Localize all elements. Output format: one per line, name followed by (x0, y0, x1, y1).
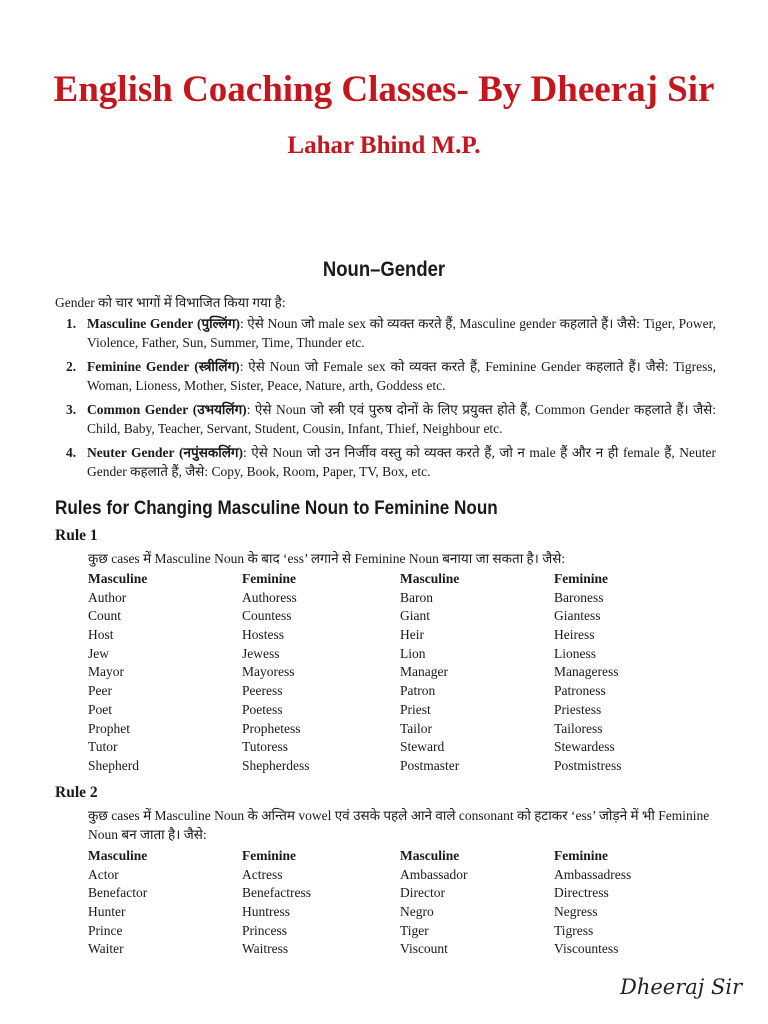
page-subtitle: Lahar Bhind M.P. (287, 132, 481, 159)
masculine-word: Host (88, 627, 114, 643)
gender-term: Neuter Gender (87, 445, 175, 460)
signature: Dheeraj Sir (620, 975, 743, 999)
gender-item-masculine (66, 314, 716, 352)
feminine-word: Directress (554, 885, 609, 901)
masculine-word: Heir (400, 627, 424, 643)
list-number: 4. (66, 445, 77, 460)
feminine-word: Mayoress (242, 664, 295, 680)
page-title: English Coaching Classes- By Dheeraj Sir (53, 69, 715, 110)
gender-description: : ऐसे Noun जो male sex को व्यक्त करते हैं, Masculine gender कहलाते हैं। जैसे: Tiger, Power, Violence, Father, Sun, Summer, Time, Thunder etc. (87, 316, 716, 350)
column-header: Masculine (88, 571, 148, 586)
table-row (88, 867, 704, 886)
gender-hindi: (उभयलिंग) (192, 402, 247, 417)
table-row (88, 885, 704, 904)
feminine-word: Hostess (242, 627, 285, 643)
rule-1-table (88, 571, 704, 777)
masculine-word: Mayor (88, 664, 124, 680)
masculine-word: Baron (400, 589, 433, 605)
column-header: Feminine (554, 571, 608, 586)
feminine-word: Viscountess (554, 941, 619, 957)
masculine-word: Actor (88, 866, 119, 882)
masculine-word: Ambassador (400, 866, 468, 882)
feminine-word: Heiress (554, 627, 595, 643)
list-number: 1. (66, 316, 77, 331)
table-row (88, 590, 704, 609)
masculine-word: Count (88, 608, 122, 624)
feminine-word: Giantess (554, 608, 601, 624)
gender-description: : ऐसे Noun जो Female sex को व्यक्त करते हैं, Feminine Gender कहलाते हैं। जैसे: Tigress, Woman, Lioness, Mother, Sister, Peace, Nature, arth, Goddess etc. (87, 359, 717, 393)
rule-1-description: कुछ cases में Masculine Noun के बाद ‘ess’ लगाने से Feminine Noun बनाया जा सकता है। जैसे: (88, 551, 566, 566)
masculine-word: Peer (88, 683, 112, 699)
gender-description: : ऐसे Noun जो स्त्री एवं पुरुष दोनों के लिए प्रयुक्त होते हैं, Common Gender कहलाते हैं। जैसे: Child, Baby, Teacher, Servant, Student, Cousin, Infant, Thief, Neighbour etc. (87, 402, 716, 436)
column-header: Masculine (400, 571, 460, 586)
gender-hindi: (नपुंसकलिंग) (179, 445, 243, 460)
gender-hindi: (स्त्रीलिंग) (194, 359, 240, 374)
masculine-word: Prophet (88, 720, 130, 736)
table-row (88, 941, 704, 960)
feminine-word: Tutoress (242, 739, 289, 755)
feminine-word: Manageress (554, 664, 619, 680)
column-header: Feminine (242, 848, 296, 863)
intro-text: Gender को चार भागों में विभाजित किया गया है: (55, 295, 286, 310)
gender-term: Common Gender (87, 402, 189, 417)
feminine-word: Prophetess (242, 720, 301, 736)
table-row (88, 608, 704, 627)
masculine-word: Benefactor (88, 885, 148, 901)
feminine-word: Jewess (242, 645, 280, 661)
column-header: Masculine (88, 848, 148, 863)
masculine-word: Manager (400, 664, 448, 680)
feminine-word: Patroness (554, 683, 606, 699)
feminine-word: Princess (242, 922, 287, 938)
gender-item-feminine (66, 357, 716, 395)
feminine-word: Countess (242, 608, 292, 624)
masculine-word: Prince (88, 922, 123, 938)
rule-2-description: कुछ cases में Masculine Noun के अन्तिम vowel एवं उसके पहले आने वाले consonant को हटाकर ‘ess’ जोड़ने में भी Feminine Noun बन जाता है। जैसे: (88, 808, 710, 842)
masculine-word: Tiger (400, 922, 429, 938)
feminine-word: Baroness (554, 589, 604, 605)
gender-description: : ऐसे Noun जो उन निर्जीव वस्तु को व्यक्त करते हैं, जो न male हैं और न ही female हैं, Neuter Gender कहलाते हैं, जैसे: Copy, Book, Room, Paper, TV, Box, etc. (87, 445, 716, 479)
feminine-word: Lioness (554, 645, 596, 661)
feminine-word: Priestess (554, 701, 602, 717)
table-header-row (88, 848, 704, 867)
masculine-word: Giant (400, 608, 430, 624)
table-row (88, 702, 704, 721)
masculine-word: Jew (88, 645, 109, 661)
list-number: 3. (66, 402, 77, 417)
column-header: Feminine (242, 571, 296, 586)
masculine-word: Hunter (88, 904, 126, 920)
feminine-word: Postmistress (554, 757, 622, 773)
feminine-word: Waitress (242, 941, 289, 957)
gender-term: Feminine Gender (87, 359, 190, 374)
feminine-word: Negress (554, 904, 598, 920)
masculine-word: Viscount (400, 941, 448, 957)
feminine-word: Authoress (242, 589, 297, 605)
rules-heading: Rules for Changing Masculine Noun to Feminine Noun (55, 498, 498, 519)
masculine-word: Author (88, 589, 127, 605)
masculine-word: Tailor (400, 720, 433, 736)
feminine-word: Tailoress (554, 720, 603, 736)
gender-item-common (66, 400, 716, 438)
rule-2-title: Rule 2 (55, 784, 98, 801)
table-row (88, 739, 704, 758)
rule-2-table (88, 848, 704, 960)
section-title: Noun–Gender (322, 258, 446, 281)
masculine-word: Director (400, 885, 445, 901)
list-number: 2. (66, 359, 77, 374)
feminine-word: Tigress (554, 922, 594, 938)
feminine-word: Peeress (242, 683, 283, 699)
feminine-word: Benefactress (242, 885, 311, 901)
masculine-word: Waiter (88, 941, 124, 957)
feminine-word: Huntress (242, 904, 290, 920)
masculine-word: Postmaster (400, 757, 460, 773)
feminine-word: Ambassadress (554, 866, 632, 882)
table-row (88, 646, 704, 665)
gender-term: Masculine Gender (87, 316, 194, 331)
feminine-word: Poetess (242, 701, 283, 717)
table-row (88, 683, 704, 702)
masculine-word: Negro (400, 904, 434, 920)
masculine-word: Tutor (88, 739, 118, 755)
table-row (88, 664, 704, 683)
masculine-word: Priest (400, 701, 431, 717)
gender-item-neuter (66, 443, 716, 481)
table-header-row (88, 571, 704, 590)
feminine-word: Stewardess (554, 739, 615, 755)
feminine-word: Actress (242, 866, 283, 882)
masculine-word: Lion (400, 645, 426, 661)
masculine-word: Patron (400, 683, 436, 699)
table-row (88, 627, 704, 646)
table-row (88, 904, 704, 923)
gender-hindi: (पुल्लिंग) (196, 316, 240, 331)
table-row (88, 721, 704, 740)
masculine-word: Shepherd (88, 757, 139, 773)
feminine-word: Shepherdess (242, 757, 310, 773)
masculine-word: Poet (88, 701, 113, 717)
table-row (88, 923, 704, 942)
column-header: Feminine (554, 848, 608, 863)
gender-list (66, 314, 716, 486)
column-header: Masculine (400, 848, 460, 863)
masculine-word: Steward (400, 739, 445, 755)
rule-1-title: Rule 1 (55, 527, 98, 544)
table-row (88, 758, 704, 777)
